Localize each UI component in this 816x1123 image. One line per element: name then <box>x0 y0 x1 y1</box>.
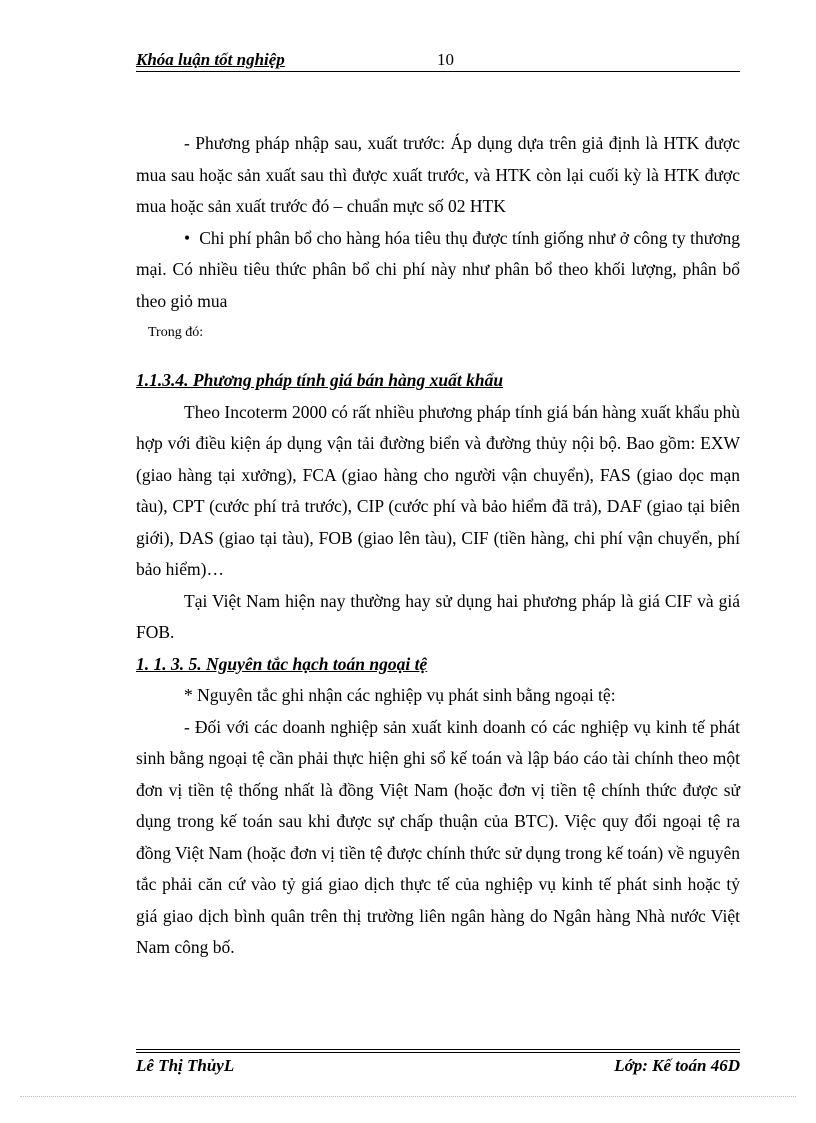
header-divider <box>136 71 740 72</box>
paragraph-lifo: - Phương pháp nhập sau, xuất trước: Áp dụng dựa trên giả định là HTK được mua sau hoặc sản xuất sau thì được xuất trước, và HTK còn lại cuối kỳ là HTK được mua hoặc sản xuất trước đó – chuẩn mực số 02 HTK <box>136 133 740 216</box>
page-edge-dotted-line <box>20 1096 796 1097</box>
footer-author: Lê Thị ThủyL <box>136 1056 235 1075</box>
paragraph-incoterm: Theo Incoterm 2000 có rất nhiều phương pháp tính giá bán hàng xuất khẩu phù hợp với điều kiện áp dụng vận tải đường biển và đường thủy nội bộ. Bao gồm: EXW (giao hàng tại xưởng), FCA (giao hàng cho người vận chuyển), FAS (giao dọc mạn tàu), CPT (cước phí trả trước), CIP (cước phí và bảo hiểm đã trả), DAF (giao tại biên giới), DAS (giao tại tàu), FOB (giao lên tàu), CIF (tiền hàng, chi phí vận chuyển, phí bảo hiểm)… <box>136 401 740 579</box>
section-heading-1-1-3-5: 1. 1. 3. 5. Nguyên tắc hạch toán ngoại tệ <box>136 653 428 674</box>
page-body <box>136 128 740 964</box>
paragraph-principle: * Nguyên tắc ghi nhận các nghiệp vụ phát sinh bằng ngoại tệ: <box>184 685 616 705</box>
bullet-paragraph-allocation <box>136 223 740 318</box>
paragraph-trong-do: Trong đó: <box>148 325 204 340</box>
footer-divider-bottom <box>136 1052 740 1053</box>
bullet-text: Chi phí phân bổ cho hàng hóa tiêu thụ được tính giống như ở công ty thương mại. Có nhiều tiêu thức phân bổ chi phí này như phân bổ theo khối lượng, phân bổ theo giỏ mua <box>136 227 741 311</box>
paragraph-enterprises: - Đối với các doanh nghiệp sản xuất kinh doanh có các nghiệp vụ kinh tế phát sinh bằng ngoại tệ cần phải thực hiện ghi sổ kế toán và lập báo cáo tài chính theo một đơn vị tiền tệ thống nhất là đồng Việt Nam (hoặc đơn vị tiền tệ chính thức được sử dụng trong kế toán sau khi được sự chấp thuận của BTC). Việc quy đổi ngoại tệ ra đồng Việt Nam (hoặc đơn vị tiền tệ được chính thức sử dụng trong kế toán) về nguyên tắc phải căn cứ vào tỷ giá giao dịch thực tế của nghiệp vụ kinh tế phát sinh hoặc tỷ giá giao dịch bình quân trên thị trường liên ngân hàng do Ngân hàng Nhà nước Việt Nam công bố. <box>136 716 740 957</box>
section-heading-1-1-3-4: 1.1.3.4. Phương pháp tính giá bán hàng xuất khẩu <box>136 370 504 390</box>
header-title: Khóa luận tốt nghiệp <box>136 50 285 69</box>
footer-divider-top <box>136 1049 740 1050</box>
page-footer <box>136 1054 740 1078</box>
footer-class: Lớp: Kế toán 46D <box>614 1056 740 1075</box>
page-header <box>136 48 740 72</box>
paragraph-cif-fob: Tại Việt Nam hiện nay thường hay sử dụng hai phương pháp là giá CIF và giá FOB. <box>136 590 740 642</box>
bullet-symbol: • <box>184 227 191 248</box>
page-number: 10 <box>437 50 454 69</box>
